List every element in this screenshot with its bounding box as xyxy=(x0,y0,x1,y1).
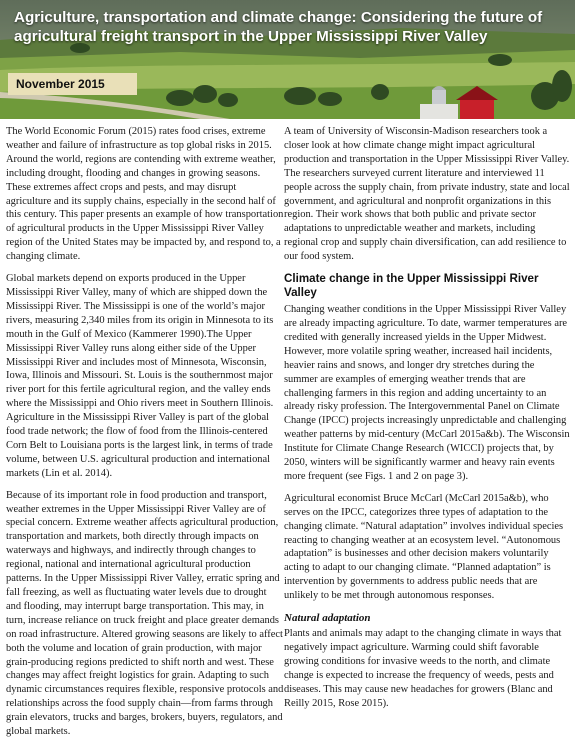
header-banner xyxy=(0,0,575,119)
paragraph: Because of its important role in food production and transport, weather extremes in the Upper Mississippi River Valley are of special concern. Extreme weather affects agricultural production, transportation and markets, both directly through impacts on waterways and highways, and indirectly through changes to regional, national and international agricultural production patterns. In the Upper Mississippi River Valley, erratic spring and fall freezing, as well as fluctuating water levels due to drought and flooding, may interrupt barge transportation. This may, in turn, increase reliance on truck freight and place greater demands on road infrastructure. Altered growing seasons are likely to affect both the volume and location of grain production, with major grain-producing regions predicted to shift north and west. These changes may affect freight logistics for grain. Adapting to such dynamic circumstances requires flexible, responsive protocols and relationships across the food supply chain—from farms through grain elevators, trucks and barges, brokers, buyers, regulators, and global markets. xyxy=(6,489,284,738)
right-column xyxy=(284,125,570,719)
document-title: Agriculture, transportation and climate change: Considering the future of agricultural freight transport in the Upper Mississippi River Valley xyxy=(14,9,543,45)
intro-paragraph: A team of University of Wisconsin-Madison researchers took a closer look at how climate change might impact agricultural production and transportation in the Upper Mississippi River Valley. The researchers surveyed current literature and interviewed 11 people across the supply chain, from private industry, state and local government, and agricultural and nonprofit organizations in this region. Their work shows that both public and private sector adaptations to unpredictable weather and markets, including regional crop and supply chain diversification, can add resilience to our food system. xyxy=(284,126,570,263)
paragraph: The World Economic Forum (2015) rates food crises, extreme weather and failure of infrastructure as top global risks in 2015. Around the world, regions are contending with extreme weather, including drought, flooding and changes in growing seasons. These extremes affect crops and pests, and may disrupt agriculture and its supply chains, especially in the second half of this century. This paper presents an example of how transportation of agricultural products in the Upper Mississippi River Valley region of the United States may be impacted by, and respond to, a changing climate. xyxy=(6,126,284,263)
paragraph: Agricultural economist Bruce McCarl (McCarl 2015a&b), who serves on the IPCC, categorizes three types of adaptation to the changing climate. “Natural adaptation” involves individual species reacting to changing weather at an ecosystem level. “Autonomous adaptation” is businesses and other decision makers voluntarily acting to adapt to our changing climate. “Planned adaptation” is intervention by governments to address public needs that are unlikely to be met through autonomous responses. xyxy=(284,492,564,602)
subsection-heading: Natural adaptation xyxy=(284,612,371,625)
paragraph: Global markets depend on exports produced in the Upper Mississippi River Valley, many of which are shipped down the Mississippi River. The Mississippi is one of the world’s major rivers, measuring 2,340 miles from its origin in Minnesota to its mouth in the Gulf of Mexico (Kammerer 1990).The Upper Mississippi River Valley runs along either side of the Upper Mississippi River and includes most of Minnesota, Wisconsin, Iowa, Illinois and Missouri. St. Louis is the southernmost major river port for this fertile agricultural region, and the valley ends where the Mississippi and Ohio rivers meet in Southern Illinois. Agriculture in the Mississippi River Valley is part of the global food trade network; the flow of food from the Illinois-centered Corn Belt to Louisiana ports is the largest link, in terms of trade volume, between U.S. agricultural production and international markets (Lin et al. 2014). xyxy=(6,273,274,479)
left-column xyxy=(6,125,284,747)
publication-date: November 2015 xyxy=(8,73,137,95)
section-heading: Climate change in the Upper Mississippi River Valley xyxy=(284,272,539,300)
paragraph: Changing weather conditions in the Upper Mississippi River Valley are already impacting agriculture. To date, warmer temperatures are credited with generally increased yields in the Upper Midwest. However, more volatile spring weather, increased hail incidents, heavier rains and snows, and longer dry stretches during the summer are examples of emerging weather trends that are challenging farmers in this region and adding uncertainty to an already risky profession. The Intergovernmental Panel on Climate Change (IPCC) projects increasingly unpredictable and challenging weather patterns by mid-century (McCarl 2015a&b). The Wisconsin Institute for Climate Change Research (WICCI) projects that, by 2050, winters will be significantly warmer and heavy rain events more frequent (see Figs. 1 and 2 on page 3). xyxy=(284,304,570,482)
paragraph: Plants and animals may adapt to the changing climate in ways that negatively impact agriculture. Warming could shift favorable growing conditions for invasive weeds to the north, and climate change is expected to increase the frequency of weeds, pests and diseases. This may cause new headaches for growers (Blanc and Reilly 2015, Rose 2015). xyxy=(284,628,562,709)
